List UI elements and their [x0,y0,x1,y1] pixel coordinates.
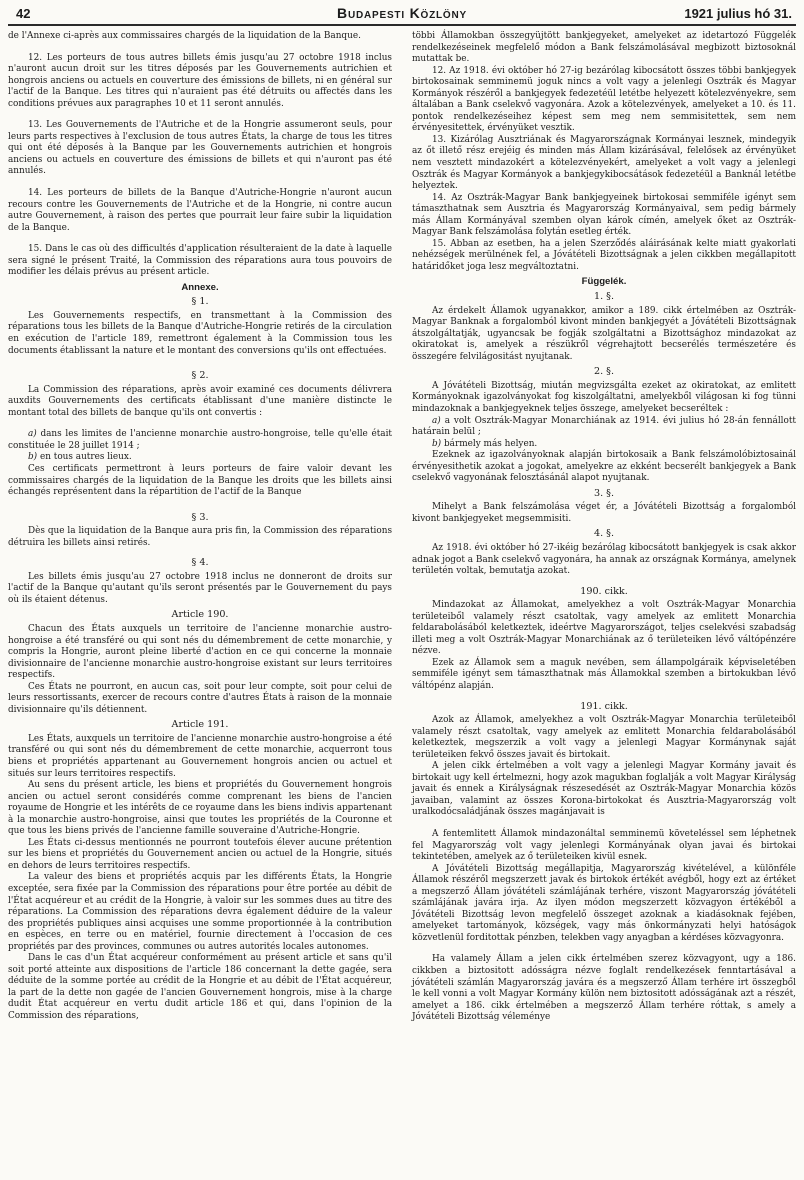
cikk-191-p1: Azok az Államok, amelyekhez a volt Osztrák-Magyar Monarchia területeiből valamely részt csatoltak, vagy amelyek az emlitett Monarchia feldarabolásából keletkeztek, megszerzik a volt vagy a jelenlegi Magyar Kormánynak saját területeiken fekvő összes javait és birtokait. [412,715,796,760]
item-text: bármely más helyen. [443,438,538,449]
article-191-p5: Dans le cas d'un État acquéreur conformément au présent article et sans qu'il soit porté atteinte aux dispositions de l'article 186 concernant la dette gagée, sera déduite de la somme portée au crédit de la Hongrie et au débit de l'État acquéreur, la part de la dette non gagée de l'ancien Gouvernement hongrois, mise à la charge dudit État acquéreur en vertu dudit article 186 et qui, dans l'opinion de la Commission des réparations, [8,953,392,1022]
section-heading: 1. §. [593,291,615,303]
list-item-a [8,429,392,452]
paragraph: de l'Annexe ci-après aux commissaires chargés de la liquidation de la Banque. [8,31,361,41]
section-1-text: Les Gouvernements respectifs, en transmettant à la Commission des réparations tous les billets de la Banque d'Autriche-Hongrie retirés de la circulation en exécution de l'article 189, remettront également à la Commission tous les documents établissant la nature et le montant des conversions qu'ils ont effectuées. [8,310,392,356]
section-2-text: A Jóvátételi Bizottság, miután megvizsgálta ezeket az okiratokat, az emlitett Kormányoknak igazolványokat fog kiszolgáltatni, amelyekből világosan ki fog tünni mindazoknak a bankjegyeknek teljes összege, amelyeket becseréltek : [412,380,796,414]
article-190-p2: Ces États ne pourront, en aucun cas, soit pour leur compte, soit pour celui de leurs ressortissants, exercer de recours contre d'autres États à raison de la monnaie divisionnaire qu'ils détiennent. [8,681,392,715]
section-heading: 2. §. [593,366,615,378]
list-item-b [8,452,392,464]
article-191-p4: La valeur des biens et propriétés acquis par les différents États, la Hongrie exceptée, sera fixée par la Commission des réparations pour être portée au débit de l'État acquéreur et au crédit de la Hongrie, à valoir sur les sommes dues au titre des réparations. La Commission des réparations devra également déduire de la valeur des propriétés publiques ainsi acquises une somme proportionnée à la contribution en espèces, en terre ou en matériel, fournie directement à l'occasion de ces propriétés par des provinces, communes ou autres autorités locales autonomes. [8,872,392,952]
paragraph-15: 15. Dans le cas où des difficultés d'application résulteraient de la date à laquelle sera signé le présent Traité, la Commission des réparations aura tous pouvoirs de modifier les délais prévus au présent article. [8,244,392,278]
list-item-b [412,439,796,451]
section-3-text: Mihelyt a Bank felszámolása véget ér, a Jóvátételi Bizottság a forgalomból kivont bankjegyeket megsemmisiti. [412,502,796,524]
item-label: a) [432,415,441,426]
issue-date: 1921 julius hó 31. [684,6,792,21]
section-4-text: Les billets émis jusqu'au 27 octobre 1918 inclus ne donneront de droits sur l'actif de la Banque qu'autant qu'ils seront présentés par le Gouvernement du pays où ils étaient détenus. [8,571,392,605]
article-191-p1: Les États, auxquels un territoire de l'ancienne monarchie austro-hongroise a été transféré ou qui sont nés du démembrement de cette monarchie, acquerront tous biens et propriétés appartenant au Gouvernement hongrois ancien ou actuel et situés sur leurs territoires respectifs. [8,733,392,779]
section-2-text-2: Ces certificats permettront à leurs porteurs de faire valoir devant les commissaires chargés de la liquidation de la Banque les droits que les billets ainsi échangés représentent dans la répartition de l'actif de la Banque [8,463,392,498]
article-heading: 190. cikk. [580,585,628,597]
section-heading: 4. §. [593,528,615,540]
item-text: en tous autres lieux. [39,452,132,463]
paragraph-14: 14. Az Osztrák-Magyar Bank bankjegyeinek birtokosai semmiféle igényt sem támaszthatnak sem Ausztria és Magyarország Kormányaival, sem pedig bármely más Állam Kormányával szemben olyan károk címén, amelyek őket az Osztrák-Magyar Bank felszámolása folytán esetleg érték. [412,192,796,238]
list-item-a [412,416,796,439]
article-heading: Article 190. [171,609,229,621]
item-text: dans les limites de l'ancienne monarchie austro-hongroise, telle qu'elle était constituée le 28 juillet 1914 ; [8,429,392,451]
cikk-191-p3: A fentemlitett Államok mindazonáltal semminemü követeléssel sem léphetnek fel Magyarország volt vagy jelenlegi Kormányának olyan javai és birtokai tekintetében, amelyek az ő területeiken kivül esnek. [412,829,796,863]
cikk-190-p2: Ezek az Államok sem a maguk nevében, sem állampolgáraik képviseletében semmiféle igényt sem támaszthatnak más Államokkal szemben a birtokukban lévő váltópénz alapján. [412,657,796,691]
section-2-text-2: Ezeknek az igazolványoknak alapján birtokosaik a Bank felszámolóbiztosainál érvényesithetik azokat a jogokat, amelyekre az ekként becserélt bankjegyek a Bank cselekvő vagyonának felosztásánál alapot nyujtanak. [412,450,796,484]
article-heading: 191. cikk. [580,700,628,712]
section-3-text: Dès que la liquidation de la Banque aura pris fin, la Commission des réparations détruira les billets ainsi retirés. [8,526,392,548]
item-label: b) [28,452,38,463]
two-column-body [8,31,796,1024]
section-heading: § 3. [191,511,209,523]
paragraph-14: 14. Les porteurs de billets de la Banque d'Autriche-Hongrie n'auront aucun recours contre les Gouvernements de l'Autriche et de la Hongrie, ni contre aucun autre Gouvernement, à raison des pertes que pourrait leur faire subir la liquidation de la Banque. [8,188,392,233]
cikk-191-p5: Ha valamely Állam a jelen cikk értelmében szerez közvagyont, ugy a 186. cikkben a biztositott adósságra nézve foglalt rendelkezések fenntartásával a jóvátételi számlán Magyarország javára és a megszerző Állam terhére irt összegből le kell vonni a volt Magyar Kormány külön nem biztositott adósságának azt a részét, amelyet a 186. cikk értelmében a megszerző Állam terhére róttak, s amely a Jóvátételi Bizottság véleménye [412,954,796,1023]
section-heading: 3. §. [593,487,615,499]
cikk-190-p1: Mindazokat az Államokat, amelyekhez a volt Osztrák-Magyar Monarchia területeiből valamely részt csatoltak, vagy amelyek az emlitett Monarchia feldarabolásából keletkeztek, ideértve Magyarországot, teljes cselekvési szabadság illeti meg a volt Osztrák-Magyar Monarchiának az ő területeiken lévő váltópénzére nézve. [412,600,796,657]
paragraph-13: 13. Les Gouvernements de l'Autriche et de la Hongrie assumeront seuls, pour leurs parts respectives à l'exclusion de tous autres États, la charge de tous les titres qui ont été déposés à la Banque par les Gouvernements autrichien et hongrois anciens ou actuels en couverture des émissions de billets et qui n'auront pas été annulés. [8,120,392,177]
item-label: a) [28,429,37,440]
item-label: b) [432,438,442,449]
page-header [8,2,796,26]
section-4-text: Az 1918. évi október hó 27-ikéig bezárólag kibocsátott bankjegyek is csak akkor adnak jogot a Bank cselekvő vagyonára, ha annak az országnak Kormánya, amelynek területén voltak, bemutatja azokat. [412,542,796,577]
paragraph-15: 15. Abban az esetben, ha a jelen Szerződés aláirásának kelte miatt gyakorlati nehézségek merülnének fel, a Jóvátételi Bizottságnak a jelen cikkben megállapitott határidőket joga lesz megváltoztatni. [412,238,796,272]
page-number: 42 [16,6,31,21]
left-column-french [8,31,392,1024]
cikk-191-p2: A jelen cikk értelmében a volt vagy a jelenlegi Magyar Kormány javait és birtokait ugy kell értelmezni, hogy azok magukban foglalják a volt Magyar Királyság javait és ennek a Királyságnak részesedését az Osztrák-Magyar Monarchia közös javaiban, valamint az összes Korona-birtokokat és Ausztria-Magyarország volt uralkodócsaládjának összes magánjavait is [412,761,796,818]
section-heading: § 1. [191,296,209,308]
paragraph-12: 12. Az 1918. évi október hó 27-ig bezárólag kibocsátott összes többi bankjegyek birtokosainak semminemü joguk nincs a volt vagy a jelenlegi Osztrák és Magyar Kormányok részéről a bankjegyek fedezetéül letétbe helyezett kötelezvényekre, sem általában a Bank cselekvő vagyonára. Azok a kötelezvények, amelyeket a 10. és 11. pontok rendelkezéseihez képest sem meg nem semmisitettek, sem nem érvényesitettek, érvényüket vesztik. [412,65,796,134]
fuggelek-heading: Függelék. [581,276,627,288]
paragraph-13: 13. Kizárólag Ausztriának és Magyarországnak Kormányai lesznek, mindegyik az őt illető rész erejéig és minden más Állam kizárásával, felelősek az érvényüket nem vesztett mindazokért a kötelezvényekért, amelyeket a volt vagy a jelenlegi Osztrák és Magyar Kormányok a bankjegykibocsátások fedezetéül a Banknál letétbe helyeztek. [412,134,796,192]
article-191-p3: Les États ci-dessus mentionnés ne pourront toutefois élever aucune prétention sur les biens et propriétés du Gouvernement ancien ou actuel de la Hongrie, situés en dehors de leurs territoires respectifs. [8,837,392,871]
section-heading: § 2. [191,370,209,382]
section-1-text: Az érdekelt Államok ugyanakkor, amikor a 189. cikk értelmében az Osztrák-Magyar Banknak a forgalomból kivont minden bankjegyét a Jóvátételi Bizottságnak átszolgáltatják, ugyancsak be fogják szolgáltatni a Bizottsághoz mindazokat az okiratokat is, amelyek a részükről végrehajtott becserélés természetére és összegére felvilágositást nyujtanak. [412,305,796,362]
section-2-text: La Commission des réparations, après avoir examiné ces documents délivrera auxdits Gouvernements des certificats établissant d'une manière distincte le montant total des billets de banque qu'ils ont convertis : [8,384,392,418]
paragraph: többi Államokban összegyüjtött bankjegyeket, amelyeket az idetartozó Függelék rendelkezéseinek megfelelő módon a Bank felszámolásával megbizott biztosoknál mutattak be. [412,31,796,65]
article-191-p2: Au sens du présent article, les biens et propriétés du Gouvernement hongrois ancien ou actuel seront considérés comme comprenant les biens de l'ancien royaume de Hongrie et les intérêts de ce royaume dans les biens indivis appartenant à la monarchie austro-hongroise, ainsi que toutes les propriétés de la Couronne et que tous les biens privés de l'ancienne famille souveraine d'Autriche-Hongrie. [8,780,392,837]
cikk-191-p4: A Jóvátételi Bizottság megállapitja, Magyarország kivételével, a különféle Államok részéről megszerzett javak és birtokok értékét avégből, hogy ezt az értéket a megszerző Állam jóvátételi számlájának terhére, viszont Magyarország jóvátételi számlájának javára irja. Az ilyen módon megszerzett közvagyon értékéből a Jóvátételi Bizottság levon megfelelő összeget azoknak a kiadásoknak fejében, amelyeket tartományok, községek, vagy más önkormányzati helyi hatóságok közvetlenül forditottak pénzben, telekben vagy anyagban a kérdéses közvagyonra. [412,863,796,943]
article-190-p1: Chacun des États auxquels un territoire de l'ancienne monarchie austro-hongroise a été transféré ou qui sont nés du démembrement de cette monarchie, y compris la Hongrie, auront pleine liberté d'action en ce qui concerne la monnaie divisionnaire de l'ancienne monarchie austro-hongroise existant sur leurs territoires respectifs. [8,623,392,681]
item-text: a volt Osztrák-Magyar Monarchiának az 1914. évi julius hó 28-án fennállott határain belül ; [412,415,796,438]
section-heading: § 4. [191,557,209,569]
publication-title: Budapesti Közlöny [337,5,467,21]
paragraph-12: 12. Les porteurs de tous autres billets émis jusqu'au 27 octobre 1918 inclus n'auront aucun droit sur les titres déposés par les Gouvernements autrichien et hongrois anciens ou actuels en couverture des émissions de billets, ni en général sur l'actif de la Banque. Les titres qui n'auraient pas été détruits ou affectés dans les conditions prévues aux paragraphes 10 et 11 seront annulés. [8,52,392,109]
right-column-hungarian [412,31,796,1024]
article-heading: Article 191. [171,719,229,731]
annexe-heading: Annexe. [181,281,219,293]
